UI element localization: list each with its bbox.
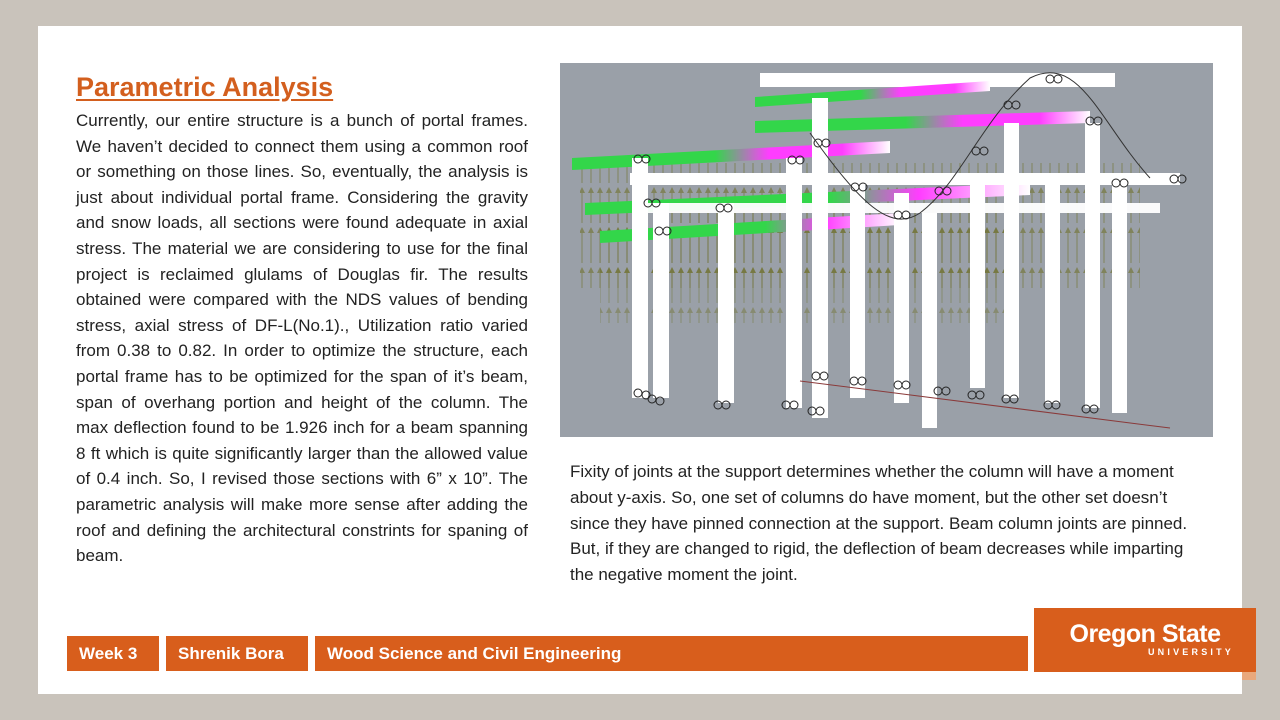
column (632, 158, 648, 398)
osu-logo (1034, 608, 1256, 672)
column (850, 183, 865, 398)
column (1004, 123, 1019, 398)
logo-subtitle: UNIVERSITY (1147, 647, 1234, 657)
slide-title: Parametric Analysis (76, 72, 334, 102)
column (894, 193, 909, 403)
logo-name: Oregon State (1069, 620, 1221, 648)
column (1045, 173, 1060, 403)
portal-frame-model-svg (560, 63, 1213, 437)
column (718, 203, 734, 403)
structural-model-render (560, 63, 1213, 437)
column (1112, 183, 1127, 413)
load-band (755, 111, 1090, 133)
column (922, 213, 937, 428)
column (1085, 123, 1100, 408)
column (786, 158, 802, 408)
figure-caption: Fixity of joints at the support determines whether the column will have a moment about y-axis. So, one set of columns do have moment, but the other set doesn’t since they have pinned connection at the support. Beam column joints are pinned. But, if they are changed to rigid, the deflection of beam decreases while imparting the negative moment the joint. (570, 462, 1188, 585)
footer-department: Wood Science and Civil Engineering (315, 636, 1028, 671)
footer-week: Week 3 (67, 636, 159, 671)
logo-fold-accent (1242, 672, 1256, 680)
footer-author: Shrenik Bora (166, 636, 308, 671)
body-paragraph: Currently, our entire structure is a bunch of portal frames. We haven’t decided to connect them using a common roof or something on those lines. So, eventually, the analysis is just about individual portal frame. Considering the gravity and snow loads, all sections were found adequate in axial stress. The material we are considering to use for the final project is reclaimed glulams of Douglas fir. The results obtained were compared with the NDS values of bending stress, axial stress of DF-L(No.1)., Utilization ratio varied from 0.38 to 0.82. In order to optimize the structure, each portal frame has to be optimized for the span of it’s beam, span of overhang portion and height of the column. The max deflection found to be 1.926 inch for a beam spanning 8 ft which is quite significantly larger than the allowed value of 0.4 inch. So, I revised those sections with 6” x 10”. The parametric analysis will make more sense after adding the roof and defining the architectural constrints for spaning of beam. (76, 111, 528, 566)
column (970, 173, 985, 388)
